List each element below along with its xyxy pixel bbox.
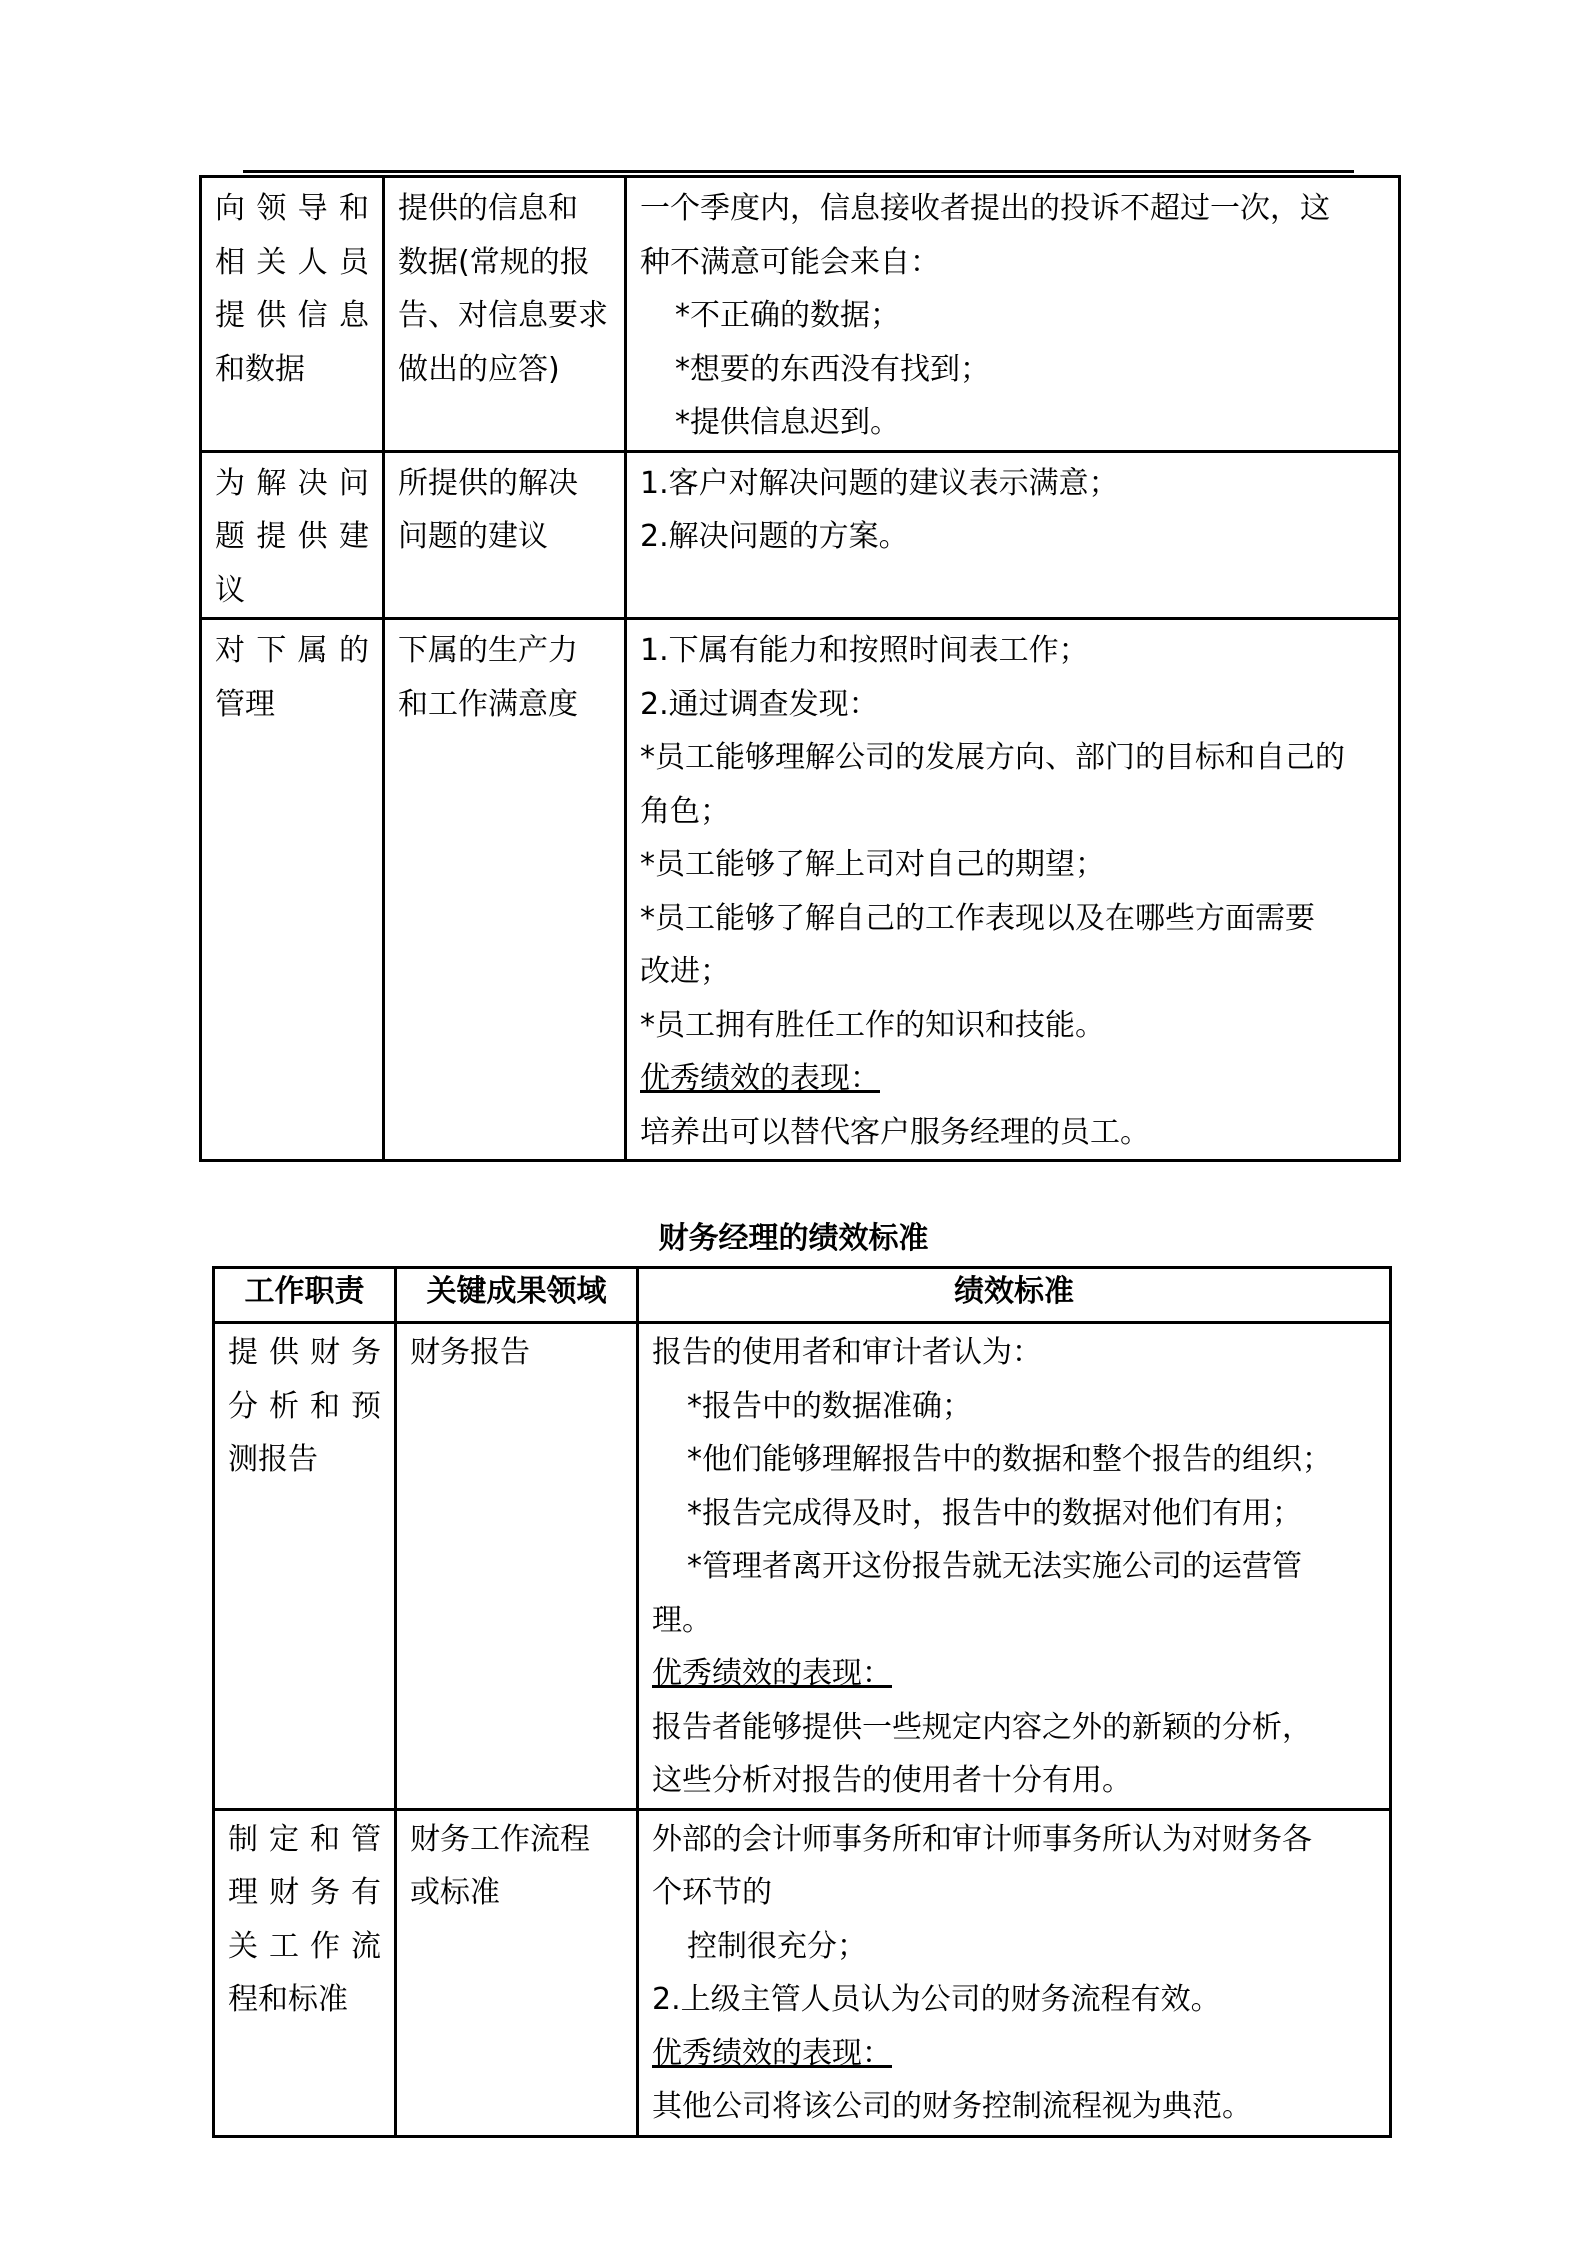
table-row	[201, 451, 1400, 619]
key-area-line: 问题的建议	[398, 519, 548, 554]
key-area-cell	[396, 1323, 638, 1810]
duty-line: 关工作流	[228, 1928, 381, 1964]
key-area-line: 和工作满意度	[398, 686, 578, 722]
header-duty: 工作职责	[214, 1268, 396, 1323]
duty-cell	[214, 1809, 396, 2136]
duty-line: 制定和管	[228, 1821, 381, 1857]
header-key-area: 关键成果领域	[396, 1268, 638, 1323]
standard-line: 2.解决问题的方案。	[640, 519, 909, 554]
standard-line: 种不满意可能会来自：	[640, 244, 940, 280]
standard-line: 理。	[652, 1602, 712, 1638]
duty-line: 测报告	[228, 1442, 318, 1477]
standard-line: 其他公司将该公司的财务控制流程视为典范。	[652, 2089, 1252, 2124]
duty-line: 相关人员	[215, 244, 369, 280]
table-row	[214, 1809, 1391, 2136]
standard-line: 改进；	[640, 954, 730, 989]
table-header-row	[214, 1268, 1391, 1323]
standard-cell	[626, 177, 1400, 452]
standard-line: 个环节的	[652, 1875, 772, 1910]
header-standard: 绩效标准	[638, 1268, 1391, 1323]
key-area-cell	[384, 619, 626, 1161]
standard-cell	[626, 451, 1400, 619]
duty-line: 对下属的	[215, 633, 369, 668]
duty-line: 为解决问	[215, 465, 369, 501]
top-rule	[243, 170, 1354, 173]
duty-line: 议	[215, 572, 245, 608]
duty-line: 理财务有	[228, 1875, 381, 1910]
duty-cell	[201, 619, 384, 1161]
standard-line: 报告的使用者和审计者认为：	[652, 1335, 1042, 1370]
standard-line: 培养出可以替代客户服务经理的员工。	[640, 1114, 1150, 1150]
duty-line: 和数据	[215, 351, 305, 387]
standard-cell	[626, 619, 1400, 1161]
standard-line: 报告者能够提供一些规定内容之外的新颖的分析，	[652, 1709, 1312, 1745]
duty-line: 向领导和	[215, 191, 369, 226]
key-area-cell	[384, 451, 626, 619]
table-row	[214, 1323, 1391, 1810]
standard-line: 一个季度内，信息接收者提出的投诉不超过一次，这	[640, 191, 1330, 226]
standard-line: *想要的东西没有找到；	[675, 351, 990, 387]
key-area-line: 下属的生产力	[398, 633, 578, 668]
standard-line: *员工能够了解上司对自己的期望；	[640, 847, 1105, 882]
key-area-line: 所提供的解决	[398, 465, 578, 501]
duty-cell	[214, 1323, 396, 1810]
standard-line: 角色；	[640, 793, 730, 829]
standard-line: *员工能够了解自己的工作表现以及在哪些方面需要	[640, 900, 1315, 936]
standard-line: *员工拥有胜任工作的知识和技能。	[640, 1007, 1105, 1043]
standard-line: 外部的会计师事务所和审计师事务所认为对财务各	[652, 1821, 1312, 1857]
standard-line: 这些分析对报告的使用者十分有用。	[652, 1763, 1132, 1798]
key-area-line: 财务工作流程	[410, 1821, 590, 1857]
standard-line: 1.下属有能力和按照时间表工作；	[640, 633, 1089, 668]
duty-line: 程和标准	[228, 1982, 348, 2017]
excellent-performance-label: 优秀绩效的表现：	[652, 2035, 892, 2071]
key-area-line: 做出的应答)	[398, 351, 560, 387]
duty-line: 管理	[215, 686, 275, 722]
key-area-line: 财务报告	[410, 1335, 530, 1370]
key-area-line: 或标准	[410, 1875, 500, 1910]
table-row	[201, 619, 1400, 1161]
duty-line: 分析和预	[228, 1388, 381, 1424]
duty-line: 提供财务	[228, 1335, 381, 1370]
key-area-line: 告、对信息要求	[398, 298, 608, 333]
excellent-performance-label: 优秀绩效的表现：	[640, 1061, 880, 1096]
duty-cell	[201, 177, 384, 452]
table-row	[201, 177, 1400, 452]
standard-line: *员工能够理解公司的发展方向、部门的目标和自己的	[640, 740, 1345, 775]
duty-line: 提供信息	[215, 298, 369, 333]
excellent-performance-label: 优秀绩效的表现：	[652, 1656, 892, 1691]
standard-line: *他们能够理解报告中的数据和整个报告的组织；	[687, 1442, 1332, 1477]
customer-service-manager-standards-table	[199, 175, 1401, 1162]
standard-line: *报告中的数据准确；	[687, 1388, 972, 1424]
standard-line: *提供信息迟到。	[675, 405, 900, 440]
table-title: 财务经理的绩效标准	[658, 1221, 929, 1256]
standard-line: *不正确的数据；	[675, 298, 900, 333]
standard-cell	[638, 1323, 1391, 1810]
key-area-cell	[396, 1809, 638, 2136]
key-area-line: 数据(常规的报	[398, 244, 590, 280]
standard-line: 2.通过调查发现：	[640, 686, 879, 722]
standard-line: *管理者离开这份报告就无法实施公司的运营管	[687, 1549, 1302, 1584]
duty-cell	[201, 451, 384, 619]
finance-manager-standards-table	[212, 1266, 1392, 2138]
standard-line: 2.上级主管人员认为公司的财务流程有效。	[652, 1982, 1221, 2017]
key-area-cell	[384, 177, 626, 452]
standard-line: 1.客户对解决问题的建议表示满意；	[640, 465, 1119, 501]
duty-line: 题提供建	[215, 519, 369, 554]
key-area-line: 提供的信息和	[398, 191, 578, 226]
standard-cell	[638, 1809, 1391, 2136]
standard-line: *报告完成得及时，报告中的数据对他们有用；	[687, 1495, 1302, 1531]
standard-line: 控制很充分；	[687, 1928, 867, 1964]
